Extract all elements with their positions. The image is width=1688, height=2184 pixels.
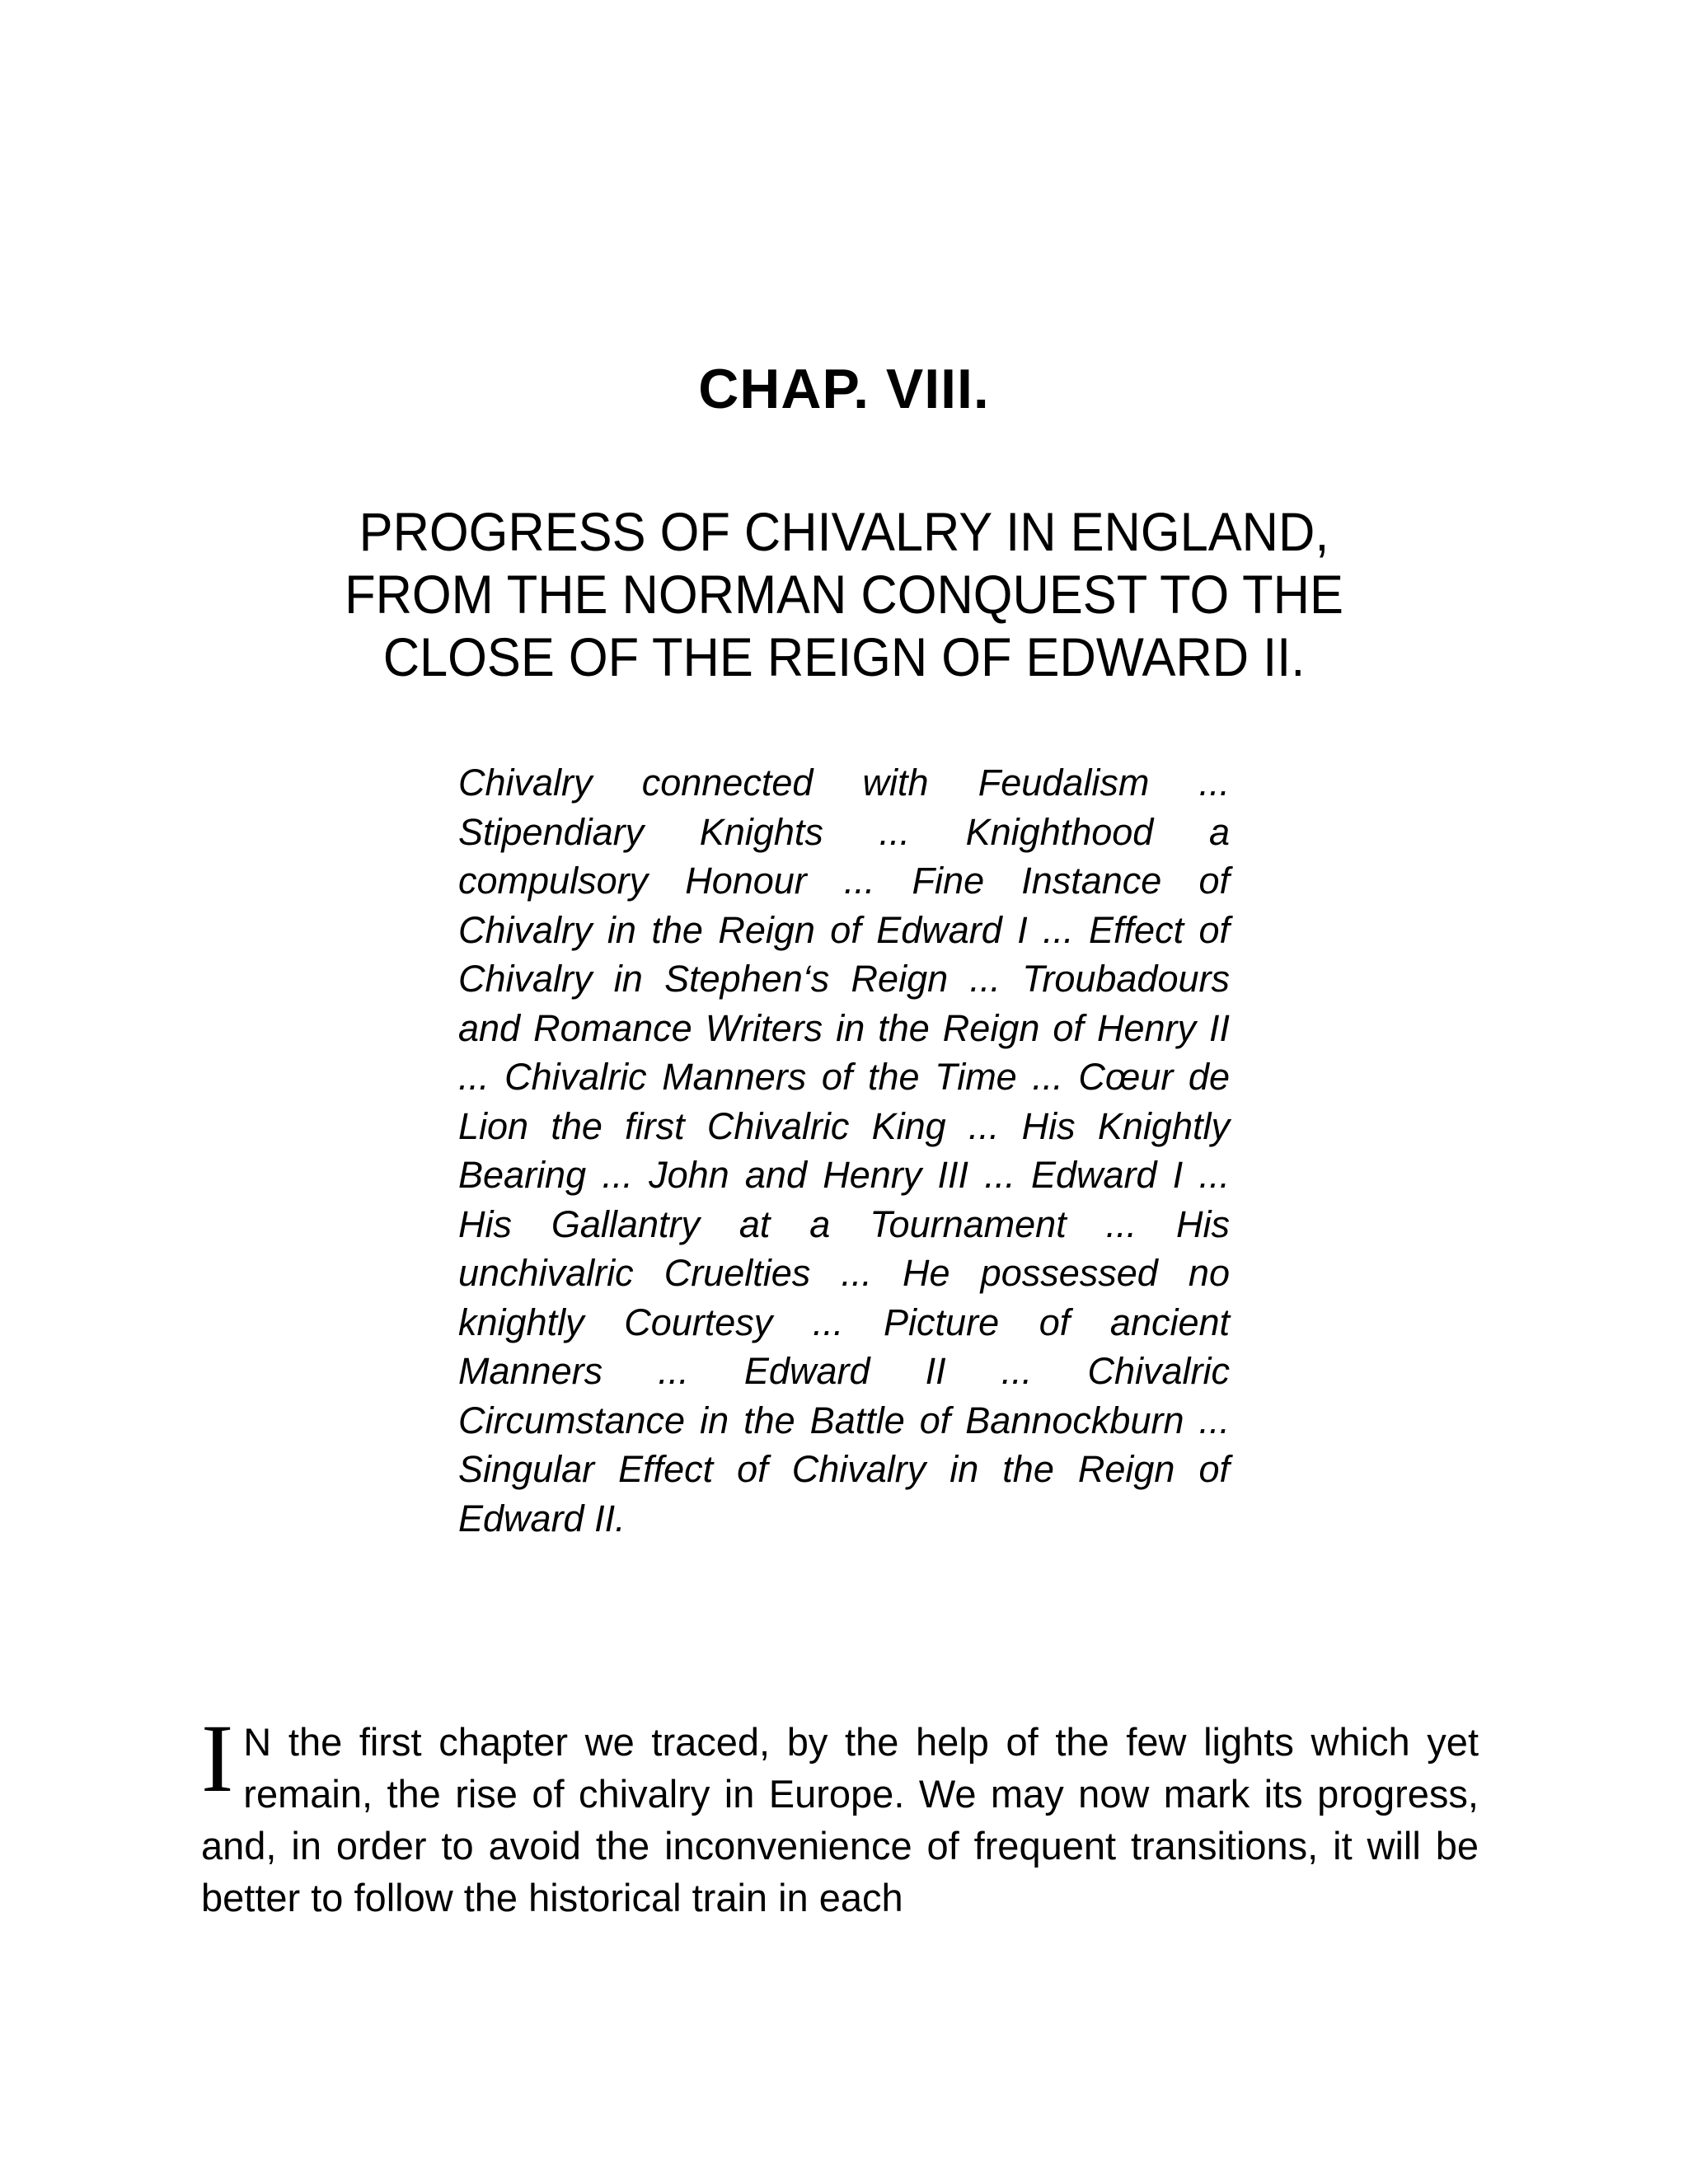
drop-cap-initial: I	[201, 1704, 234, 1812]
chapter-number-heading: CHAP. VIII.	[698, 357, 990, 420]
chapter-title	[59, 500, 1629, 688]
body-paragraph	[201, 1704, 1479, 1924]
chapter-synopsis: Chivalry connected with Feudalism ... Stipendiary Knights ... Knighthood a compulsory Honour ... Fine Instance of Chivalry in the Reign of Edward I ... Effect of Chivalry in Stephen‘s Reign ... Troubadours and Romance Writers in the Reign of Henry II ... Chivalric Manners of the Time ... Cœur de Lion the first Chivalric King ... His Knightly Bearing ... John and Henry III ... Edward I ... His Gallantry at a Tournament ... His unchivalric Cruelties ... He possessed no knightly Courtesy ... Picture of ancient Manners ... Edward II ... Chivalric Circumstance in the Battle of Bannockburn ... Singular Effect of Chivalry in the Reign of Edward II.	[458, 762, 1230, 1540]
chapter-title-line-2: FROM THE NORMAN CONQUEST TO THE	[345, 563, 1343, 625]
chapter-title-line-1: PROGRESS OF CHIVALRY IN ENGLAND,	[359, 500, 1329, 562]
body-paragraph-text: N the first chapter we traced, by the help of the few lights which yet remain, the rise of chivalry in Europe. We may now mark its progress, and, in order to avoid the inconvenience of frequent transitions, it will be better to follow the historical train in each	[201, 1720, 1479, 1919]
chapter-title-line-3: CLOSE OF THE REIGN OF EDWARD II.	[382, 626, 1306, 687]
